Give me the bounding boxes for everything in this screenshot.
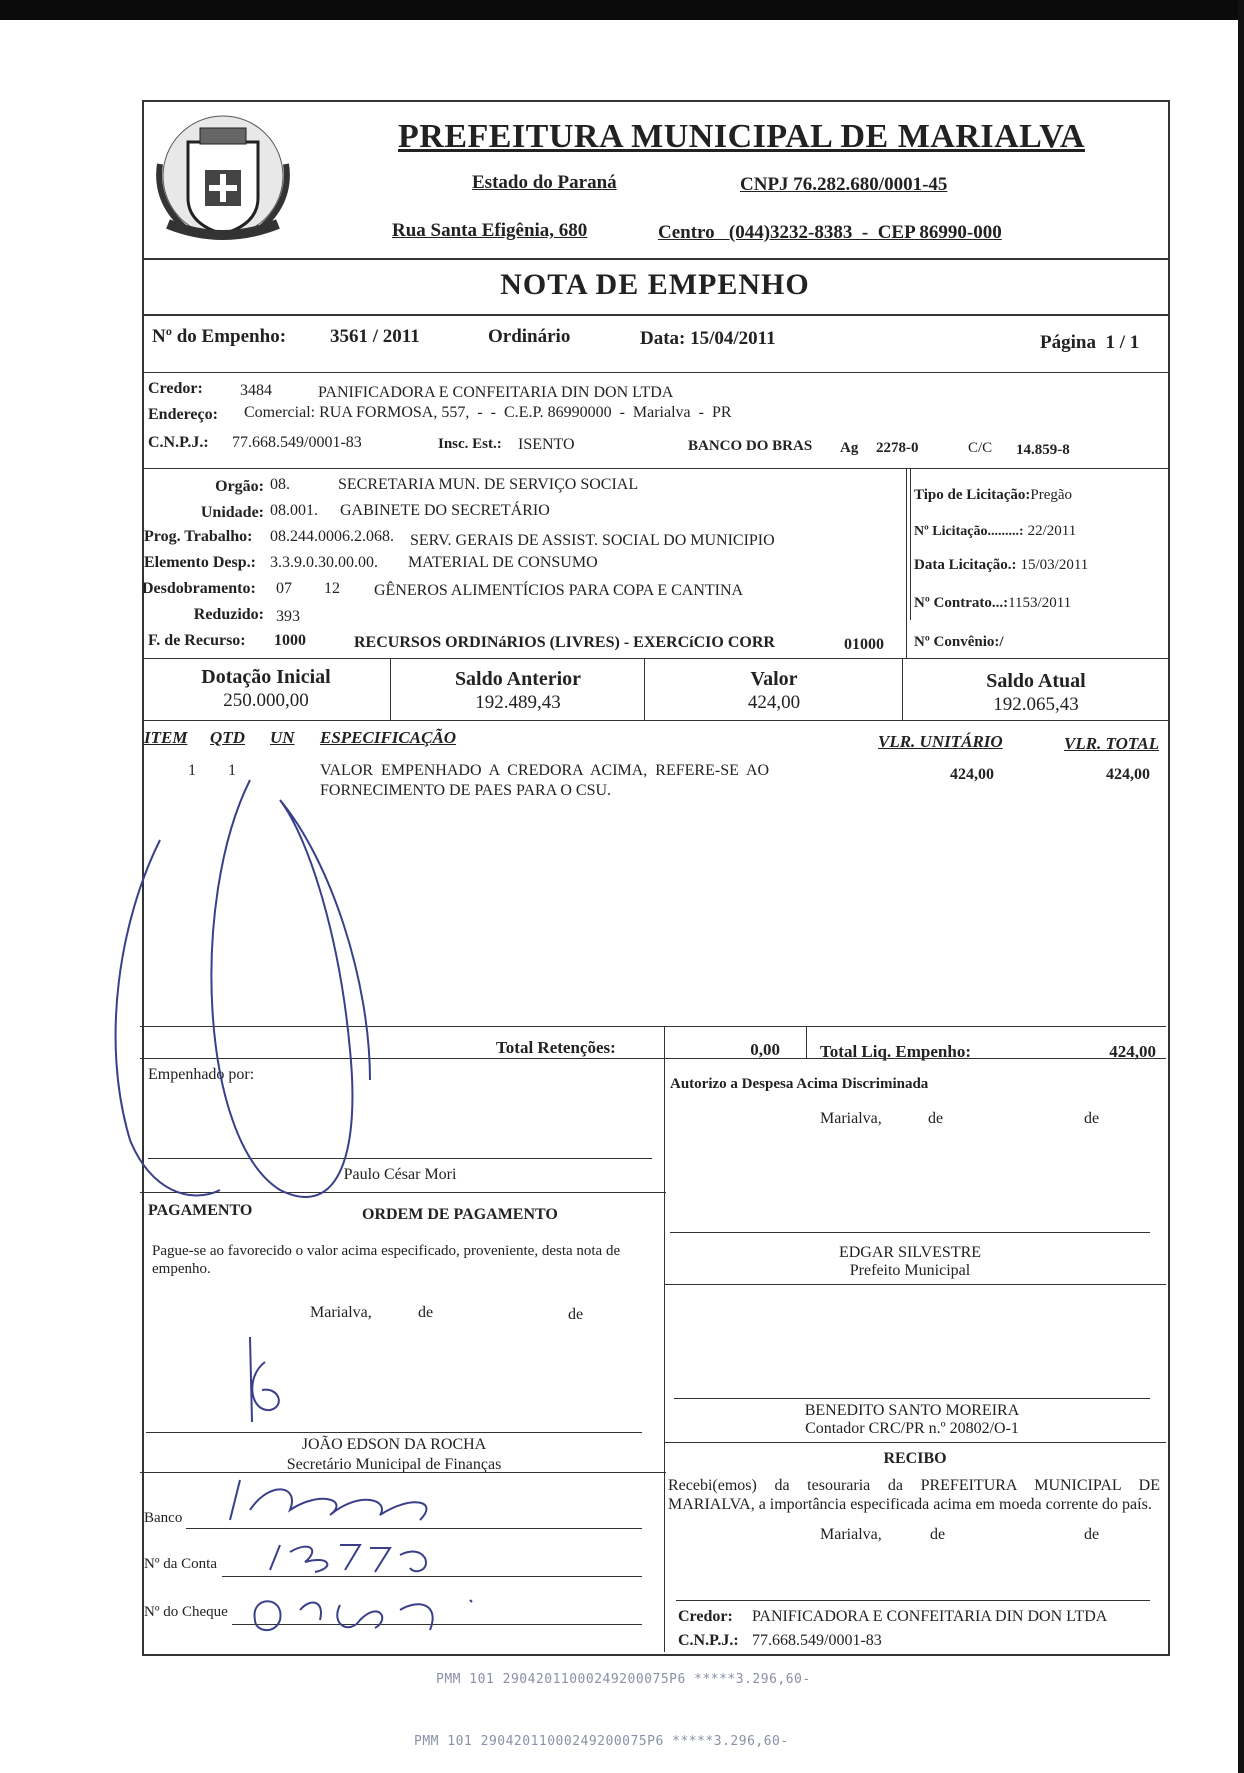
orgao-desc: SECRETARIA MUN. DE SERVIÇO SOCIAL: [338, 476, 639, 493]
insc-label: Insc. Est.:: [438, 436, 502, 452]
fonte-label: F. de Recurso:: [148, 632, 246, 649]
autorizo-place: Marialva,: [820, 1110, 882, 1127]
fonte-id: 01000: [844, 636, 884, 653]
reduzido-value: 393: [276, 608, 300, 625]
nota-empenho-form: [140, 100, 1170, 1655]
financas-signer-role: Secretário Municipal de Finanças: [286, 1456, 502, 1473]
col-header-total-value: VLR. TOTAL: [1064, 734, 1160, 753]
retencoes-value: 0,00: [750, 1040, 780, 1059]
data-licitacao-value: 15/03/2011: [1020, 557, 1089, 573]
col-header-spec: ESPECIFICAÇÃO: [320, 728, 457, 747]
dotacao-label: Dotação Inicial: [201, 666, 331, 688]
recibo-de1: de: [930, 1526, 946, 1543]
valor-label: Valor: [750, 668, 798, 690]
credor-cnpj: 77.668.549/0001-83: [232, 434, 362, 451]
dotacao-value: 250.000,00: [223, 690, 309, 711]
endereco-label: Endereço:: [148, 406, 218, 423]
col-header-item: ITEM: [144, 728, 188, 747]
handwritten-cancel-mark: [100, 720, 580, 1260]
credor-name: PANIFICADORA E CONFEITARIA DIN DON LTDA: [318, 384, 674, 401]
unidade-label: Unidade:: [200, 504, 264, 521]
credor-insc: ISENTO: [518, 436, 575, 453]
contador-role: Contador CRC/PR n.º 20802/O-1: [805, 1420, 1019, 1437]
saldo-atual-value: 192.065,43: [993, 694, 1079, 715]
retencoes-label: Total Retenções:: [496, 1038, 616, 1057]
page-indicator: Página 1 / 1: [1040, 332, 1140, 353]
coat-of-arms-logo: [148, 114, 298, 244]
cheque-label: Nº do Cheque: [144, 1604, 228, 1620]
col-header-unit-value: VLR. UNITÁRIO: [878, 732, 1003, 751]
cc-number: 14.859-8: [1016, 442, 1070, 458]
banco-label: Banco: [144, 1510, 183, 1526]
item-number: 1: [188, 762, 196, 779]
recibo-title: RECIBO: [883, 1450, 947, 1467]
orgao-label: Orgão:: [215, 478, 264, 495]
col-header-un: UN: [270, 728, 295, 747]
bank-name: BANCO DO BRAS: [688, 438, 813, 454]
header-street: Rua Santa Efigênia, 680: [392, 220, 588, 241]
prefeito-name: EDGAR SILVESTRE: [838, 1244, 982, 1261]
recibo-de2: de: [1084, 1526, 1100, 1543]
credor-code: 3484: [240, 382, 272, 399]
elemento-label: Elemento Desp.:: [144, 554, 256, 571]
elemento-desc: MATERIAL DE CONSUMO: [408, 554, 598, 571]
numero-licitacao: [914, 522, 1076, 540]
contrato: [914, 594, 1071, 612]
fonte-code: 1000: [274, 632, 306, 649]
recibo-credor-label: Credor:: [678, 1608, 733, 1625]
credor-label: Credor:: [148, 380, 203, 397]
prog-desc: SERV. GERAIS DE ASSIST. SOCIAL DO MUNICIPIO: [410, 532, 775, 549]
reduzido-label: Reduzido:: [193, 606, 264, 623]
empenhado-label: Empenhado por:: [148, 1066, 255, 1083]
tipo-licitacao-value: Pregão: [1030, 487, 1073, 503]
tipo-licitacao: [914, 486, 1072, 504]
numero-licitacao-label: Nº Licitação.........:: [914, 524, 1024, 539]
item-qty: 1: [228, 762, 236, 779]
autorizo-de2: de: [1084, 1110, 1100, 1127]
recibo-text: Recebi(emos) da tesouraria da PREFEITURA MUNICIPAL DE MARIALVA, a importância especificada acima em moeda corrente do país.: [668, 1477, 1160, 1513]
prefeito-role: Prefeito Municipal: [849, 1262, 971, 1279]
conta-label: Nº da Conta: [144, 1556, 217, 1572]
numero-licitacao-value: 22/2011: [1027, 523, 1077, 539]
empenhado-name: Paulo César Mori: [343, 1166, 457, 1183]
header-title: PREFEITURA MUNICIPAL DE MARIALVA: [398, 118, 1085, 155]
autorizo-de1: de: [928, 1110, 944, 1127]
contrato-value: 1153/2011: [1008, 595, 1072, 611]
desdobramento-b: 12: [324, 580, 340, 597]
prog-code: 08.244.0006.2.068.: [270, 528, 394, 545]
saldo-anterior-value: 192.489,43: [475, 692, 561, 713]
saldo-atual-label: Saldo Atual: [986, 670, 1086, 692]
data-licitacao-label: Data Licitação.:: [914, 557, 1017, 573]
empenho-number: 3561 / 2011: [330, 326, 420, 347]
valor-value: 424,00: [747, 692, 801, 713]
recibo-place: Marialva,: [820, 1526, 882, 1543]
recibo-cnpj-value: 77.668.549/0001-83: [752, 1632, 882, 1649]
desdobramento-label: Desdobramento:: [142, 580, 256, 597]
header-address: Centro (044)3232-8383 - CEP 86990-000: [658, 222, 1002, 243]
validation-stamp-2: PMM 101 29042011000249200075P6 *****3.296,60-: [414, 1734, 789, 1749]
credor-address: Comercial: RUA FORMOSA, 557, - - C.E.P. 86990000 - Marialva - PR: [244, 404, 732, 421]
desdobramento-a: 07: [276, 580, 292, 597]
orgao-code: 08.: [270, 476, 290, 493]
header-state: Estado do Paraná: [472, 172, 617, 193]
pagamento-label: PAGAMENTO: [148, 1202, 253, 1219]
saldo-anterior-label: Saldo Anterior: [454, 668, 582, 690]
autorizo-label: Autorizo a Despesa Acima Discriminada: [670, 1076, 929, 1092]
agency-label: Ag: [840, 440, 859, 456]
handwritten-initials: [240, 1332, 300, 1432]
fonte-desc: RECURSOS ORDINáRIOS (LIVRES) - EXERCíCIO CORR: [354, 634, 775, 651]
recibo-cnpj-label: C.N.P.J.:: [678, 1632, 739, 1649]
item-spec-line1: VALOR EMPENHADO A CREDORA ACIMA, REFERE-SE AO: [320, 762, 770, 779]
unidade-desc: GABINETE DO SECRETÁRIO: [340, 502, 550, 519]
agency-number: 2278-0: [876, 440, 919, 456]
scan-right-edge: [1238, 0, 1244, 1773]
contador-name: BENEDITO SANTO MOREIRA: [804, 1402, 1020, 1419]
document-title: NOTA DE EMPENHO: [500, 268, 810, 301]
desdobramento-desc: GÊNEROS ALIMENTÍCIOS PARA COPA E CANTINA: [374, 582, 744, 599]
elemento-code: 3.3.9.0.30.00.00.: [270, 554, 378, 571]
cnpj-label: C.N.P.J.:: [148, 434, 209, 451]
pagamento-place: Marialva,: [310, 1304, 372, 1321]
pagamento-text: Pague-se ao favorecido o valor acima especificado, proveniente, desta nota de empenho.: [152, 1243, 621, 1277]
tipo-licitacao-label: Tipo de Licitação:: [914, 487, 1031, 503]
pagamento-de1: de: [418, 1304, 434, 1321]
convenio-label: Nº Convênio:/: [914, 634, 1004, 650]
header-cnpj: CNPJ 76.282.680/0001-45: [740, 174, 948, 195]
scan-top-edge: [0, 0, 1244, 20]
col-header-qtd: QTD: [210, 728, 245, 747]
item-unit-price: 424,00: [950, 766, 994, 783]
pagamento-de2: de: [568, 1306, 584, 1323]
validation-stamp-1: PMM 101 29042011000249200075P6 *****3.296,60-: [436, 1672, 811, 1687]
unidade-code: 08.001.: [270, 502, 318, 519]
prog-label: Prog. Trabalho:: [144, 528, 253, 545]
handwritten-bank-entries: [210, 1470, 630, 1650]
data-licitacao: [914, 556, 1088, 574]
empenho-date: Data: 15/04/2011: [640, 328, 776, 349]
item-total-price: 424,00: [1106, 766, 1150, 783]
item-spec-line2: FORNECIMENTO DE PAES PARA O CSU.: [320, 782, 612, 799]
total-liq-label: Total Liq. Empenho:: [820, 1042, 971, 1061]
financas-signer-name: JOÃO EDSON DA ROCHA: [301, 1436, 487, 1453]
recibo-credor-name: PANIFICADORA E CONFEITARIA DIN DON LTDA: [752, 1608, 1108, 1625]
empenho-label: Nº do Empenho:: [152, 326, 287, 347]
contrato-label: Nº Contrato...:: [914, 595, 1009, 611]
ordem-pagamento-label: ORDEM DE PAGAMENTO: [362, 1206, 558, 1223]
empenho-type: Ordinário: [488, 326, 571, 347]
total-liq-value: 424,00: [1109, 1042, 1156, 1061]
cc-label: C/C: [968, 440, 993, 456]
